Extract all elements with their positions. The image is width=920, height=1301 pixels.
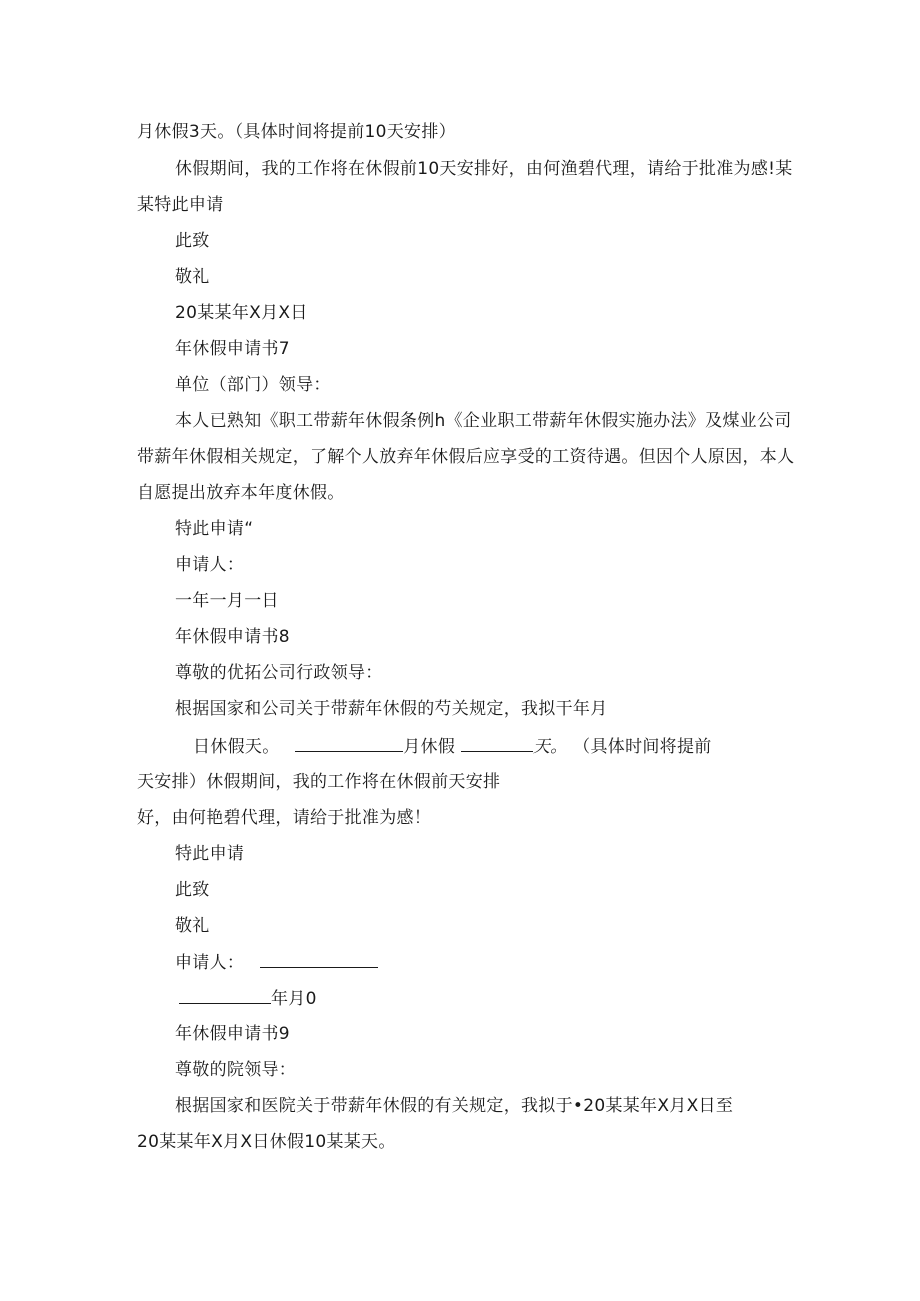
blank-field [260,951,378,968]
text-line: 申请人： [175,555,245,575]
applicant-line [175,951,378,974]
form-text: 月休假 [403,737,456,757]
text-line: 根据国家和公司关于带薪年休假的芍关规定，我拟干年月 [175,699,608,719]
text-line: 根据国家和医院关于带薪年休假的有关规定，我拟于•20某某年X月X日至 [175,1096,734,1116]
text-line: 天安排）休假期间，我的工作将在休假前天安排 [137,772,501,792]
section-title: 年休假申请书9 [175,1024,290,1044]
text-line: 特此申请 [175,844,245,864]
text-line: 此致 [175,231,210,251]
date-line: 20某某年X月X日 [175,303,308,323]
form-line [193,735,712,758]
salutation: 尊敬的优拓公司行政领导： [175,663,383,683]
text-line: 带薪年休假相关规定，了解个人放弃年休假后应享受的工资待遇。但因个人原因，本人 [137,447,795,467]
text-line: 本人已熟知《职工带薪年休假条例h《企业职工带薪年休假实施办法》及煤业公司 [175,411,792,431]
text-line: 月休假3天。（具体时间将提前10天安排） [137,122,456,142]
form-text: 日休假天。 [193,737,280,757]
text-line: 某特此申请 [137,195,224,215]
section-title: 年休假申请书7 [175,339,290,359]
form-text: （具体时间将提前 [573,737,712,757]
blank-field [179,987,271,1004]
blank-field [461,735,533,752]
text-line: 此致 [175,880,210,900]
date-line [179,987,317,1010]
text-line: 好，由何艳碧代理，请给于批准为感！ [137,808,432,828]
blank-field [295,735,403,752]
text-line: 自愿提出放弃本年度休假。 [137,483,345,503]
salutation: 单位（部门）领导： [175,375,331,395]
section-title: 年休假申请书8 [175,627,290,647]
text-line: 敬礼 [175,267,210,287]
date-suffix: 年月0 [271,989,317,1009]
text-line: 休假期间，我的工作将在休假前10天安排好，由何渔碧代理，请给于批准为感!某 [175,159,793,179]
form-text: 天。 [532,737,568,757]
applicant-label: 申请人： [175,953,245,973]
text-line: 敬礼 [175,916,210,936]
date-line: 一年一月一日 [175,591,279,611]
salutation: 尊敬的院领导： [175,1060,297,1080]
text-line: 20某某年X月X日休假10某某天。 [137,1132,396,1152]
text-line: 特此申请“ [175,519,254,539]
